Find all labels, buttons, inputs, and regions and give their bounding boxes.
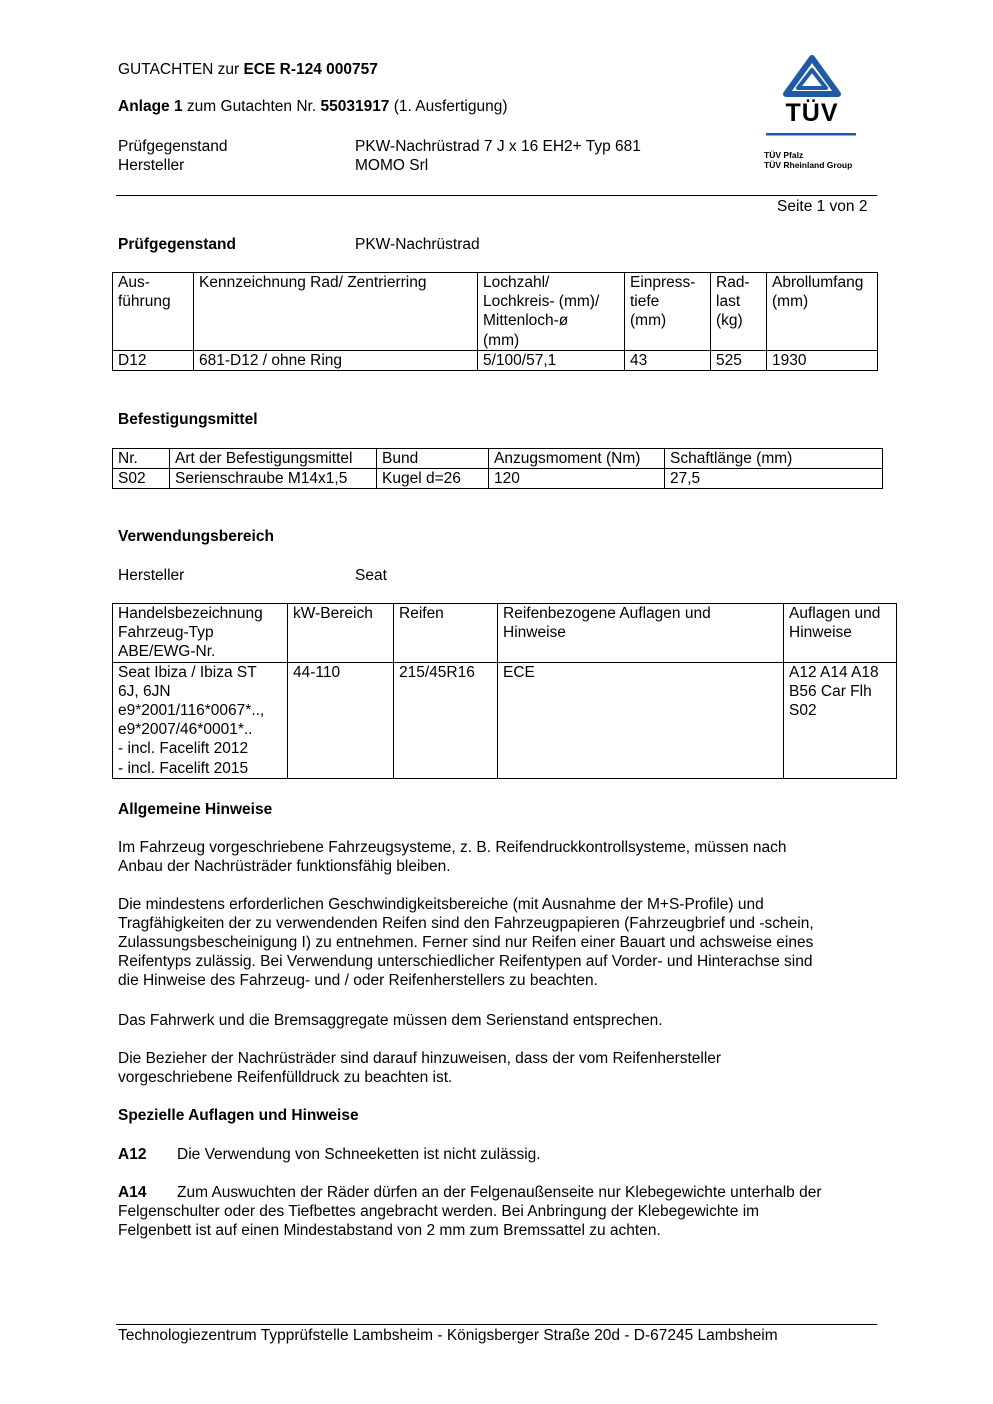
verw-cell: A12 A14 A18 B56 Car Flh S02 (784, 662, 897, 778)
tuv-logo-text: TÜV (785, 99, 839, 127)
wheel-th: Einpress- tiefe (mm) (625, 273, 711, 351)
header-pruef-label: Prüfgegenstand (118, 138, 228, 155)
bef-th: Art der Befestigungsmittel (170, 449, 377, 469)
befestigung-table (112, 448, 883, 489)
wheel-th: Lochzahl/ Lochkreis- (mm)/ Mittenloch-ø (mm) (478, 273, 625, 351)
wheel-table (112, 272, 878, 371)
bef-th: Bund (377, 449, 489, 469)
a14-text: Zum Auswuchten der Räder dürfen an der Felgenaußenseite nur Klebegewichte unterhalb der Felgenschulter oder des Tiefbettes angebracht werden. Bei Anbringung der Klebegewichte im Felgenbett ist auf einen Mindestabstand von 2 mm zum Bremssattel zu achten. (118, 1184, 822, 1239)
bef-cell: Serienschraube M14x1,5 (170, 469, 377, 489)
verw-th: Reifenbezogene Auflagen und Hinweise (498, 604, 784, 663)
bef-cell: 120 (489, 469, 665, 489)
verwendung-header (113, 604, 897, 663)
verw-th: Handelsbezeichnung Fahrzeug-Typ ABE/EWG-Nr. (113, 604, 288, 663)
tuv-logo (762, 54, 862, 174)
wheel-cell: D12 (113, 351, 194, 371)
verwendung-table (112, 603, 897, 779)
verwendung-hersteller-label: Hersteller (118, 567, 185, 584)
page-number: Seite 1 von 2 (777, 198, 868, 215)
befestigung-header (113, 449, 883, 469)
allgemein-p1: Im Fahrzeug vorgeschriebene Fahrzeugsysteme, z. B. Reifendruckkontrollsysteme, müssen nach Anbau der Nachrüsträder funktionsfähig bleiben. (118, 839, 787, 875)
header-divider (116, 195, 877, 196)
doc-title (118, 60, 378, 79)
header-pruef-value: PKW-Nachrüstrad 7 J x 16 EH2+ Typ 681 (355, 138, 641, 155)
footer-address: Technologiezentrum Typprüfstelle Lambsheim - Königsberger Straße 20d - D-67245 Lambsheim (118, 1327, 778, 1344)
verwendung-title: Verwendungsbereich (118, 528, 274, 545)
a14-code: A14 (118, 1184, 147, 1201)
tuv-sub2: TÜV Rheinland Group (764, 160, 853, 170)
allgemein-title: Allgemeine Hinweise (118, 801, 273, 818)
section-pruef-value: PKW-Nachrüstrad (355, 236, 480, 253)
bef-th: Anzugsmoment (Nm) (489, 449, 665, 469)
tuv-sub1: TÜV Pfalz (764, 150, 804, 160)
wheel-th: Kennzeichnung Rad/ Zentrierring (194, 273, 478, 351)
wheel-th: Aus- führung (113, 273, 194, 351)
verw-cell: 215/45R16 (394, 662, 498, 778)
wheel-cell: 1930 (767, 351, 878, 371)
verw-cell: 44-110 (288, 662, 394, 778)
wheel-table-header (113, 273, 878, 351)
verw-th: Reifen (394, 604, 498, 663)
wheel-cell: 43 (625, 351, 711, 371)
wheel-cell: 681-D12 / ohne Ring (194, 351, 478, 371)
table-row (113, 662, 897, 778)
a12-code: A12 (118, 1146, 147, 1163)
header-hersteller-label: Hersteller (118, 157, 185, 174)
footer-divider (116, 1324, 877, 1325)
annex-line (118, 97, 507, 116)
table-row (113, 351, 878, 371)
allgemein-p2: Die mindestens erforderlichen Geschwindigkeitsbereiche (mit Ausnahme der M+S-Profile) und Tragfähigkeiten der zu verwendenden Reifen sind den Fahrzeugpapieren (Fahrzeugbrief und -schein, Zulassungsbescheinigung I) zu entnehmen. Ferner sind nur Reifen einer Bauart und achsweise eines Reifentyps zulässig. Bei Verwendung unterschiedlicher Reifentypen auf Vorder- und Hinterachse sind die Hinweise des Fahrzeug- und / oder Reifenherstellers zu beachten. (118, 896, 814, 989)
verw-th: kW-Bereich (288, 604, 394, 663)
verwendung-hersteller-value: Seat (355, 567, 387, 584)
bef-th: Nr. (113, 449, 170, 469)
table-row (113, 469, 883, 489)
verw-cell: Seat Ibiza / Ibiza ST 6J, 6JN e9*2001/116*0067*.., e9*2007/46*0001*.. - incl. Facelift 2012 - incl. Facelift 2015 (113, 662, 288, 778)
wheel-cell: 5/100/57,1 (478, 351, 625, 371)
allgemein-p4: Die Bezieher der Nachrüsträder sind darauf hinzuweisen, dass der vom Reifenhersteller vorgeschriebene Reifenfülldruck zu beachten ist. (118, 1050, 722, 1086)
annex-suffix: (1. Ausfertigung) (393, 98, 508, 115)
header-hersteller-value: MOMO Srl (355, 157, 429, 174)
bef-cell: 27,5 (665, 469, 883, 489)
allgemein-p3: Das Fahrwerk und die Bremsaggregate müssen dem Serienstand entsprechen. (118, 1012, 663, 1029)
report-number: 55031917 (320, 98, 390, 115)
title-standard: ECE R-124 000757 (243, 61, 378, 78)
section-pruef-label: Prüfgegenstand (118, 236, 236, 253)
annex-mid: zum Gutachten Nr. (186, 98, 317, 115)
bef-cell: S02 (113, 469, 170, 489)
wheel-cell: 525 (711, 351, 767, 371)
a12-text: Die Verwendung von Schneeketten ist nicht zulässig. (177, 1146, 541, 1163)
verw-cell: ECE (498, 662, 784, 778)
title-prefix: GUTACHTEN zur (118, 61, 240, 78)
befestigung-title: Befestigungsmittel (118, 411, 258, 428)
bef-th: Schaftlänge (mm) (665, 449, 883, 469)
annex-label: Anlage 1 (118, 98, 183, 115)
bef-cell: Kugel d=26 (377, 469, 489, 489)
wheel-th: Abrollumfang (mm) (767, 273, 878, 351)
verw-th: Auflagen und Hinweise (784, 604, 897, 663)
wheel-th: Rad- last (kg) (711, 273, 767, 351)
speziell-title: Spezielle Auflagen und Hinweise (118, 1107, 359, 1124)
